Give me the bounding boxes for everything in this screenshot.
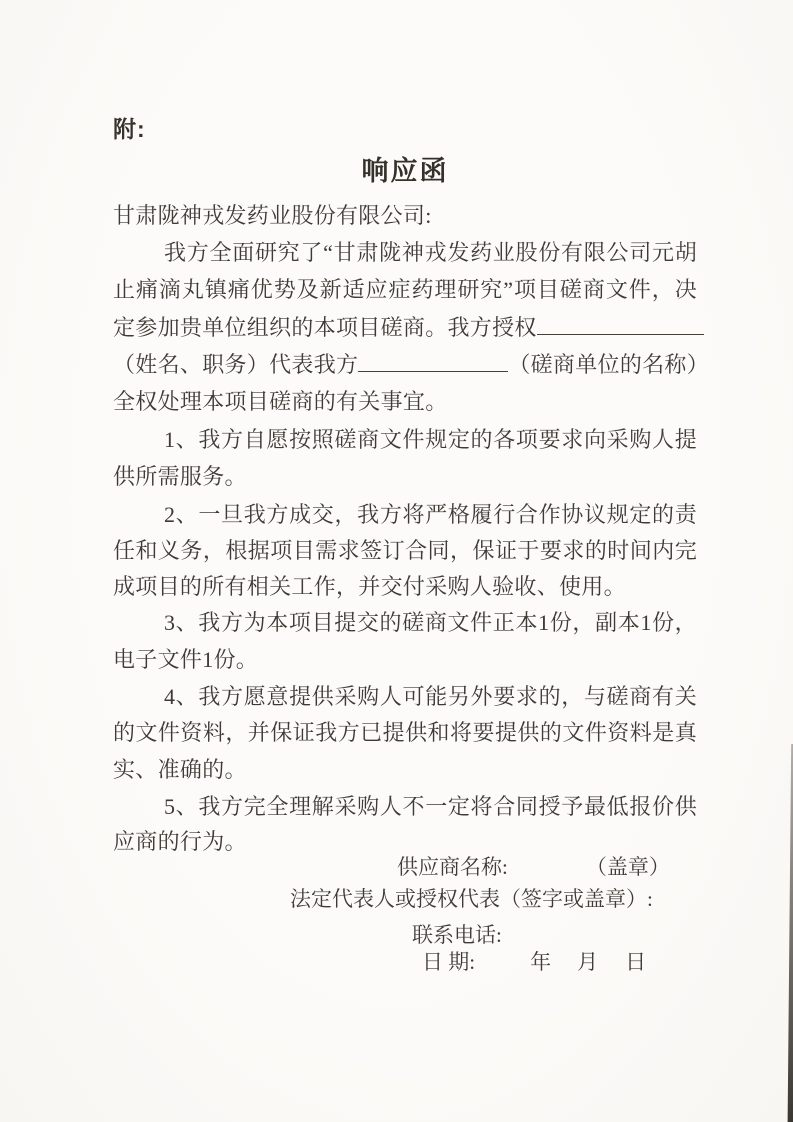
signature-date-line (422, 948, 646, 977)
body-line: 止痛滴丸镇痛优势及新适应症药理研究”项目磋商文件，决 (113, 277, 697, 302)
date-label: 日 期: (422, 950, 476, 974)
body-line: 1、我方自愿按照磋商文件规定的各项要求向采购人提 (164, 427, 697, 452)
body-line: 实、准确的。 (113, 757, 247, 782)
fill-in-blank-supplier-name (358, 350, 508, 372)
signature-legal-rep-line: 法定代表人或授权代表（签字或盖章）: (290, 887, 653, 911)
seal-label: （盖章） (585, 855, 670, 879)
body-line: 任和义务，根据项目需求签订合同，保证于要求的时间内完 (113, 538, 697, 563)
body-line: 全权处理本项目磋商的有关事宜。 (113, 389, 448, 414)
day-label: 日 (625, 950, 647, 974)
body-text: 定参加贵单位组织的本项目磋商。我方授权 (113, 315, 537, 340)
body-line: 2、一旦我方成交，我方将严格履行合作协议规定的责 (164, 502, 697, 527)
attachment-label: 附: (113, 116, 146, 142)
body-text: （姓名、职务）代表我方 (113, 352, 359, 377)
body-line-with-blank (113, 313, 697, 343)
body-text: （磋商单位的名称） (508, 352, 710, 377)
year-label: 年 (530, 950, 552, 974)
body-line: 我方全面研究了“甘肃陇神戎发药业股份有限公司元胡 (164, 240, 697, 265)
body-line: 3、我方为本项目提交的磋商文件正本1份，副本1份， (164, 610, 697, 635)
body-line: 供所需服务。 (113, 464, 247, 489)
page-title: 响应函 (361, 156, 449, 186)
body-line: 4、我方愿意提供采购人可能另外要求的，与磋商有关 (164, 684, 697, 709)
supplier-name-label: 供应商名称: (397, 855, 508, 879)
signature-supplier-line (397, 853, 670, 882)
body-line: 应商的行为。 (113, 829, 247, 854)
signature-phone-line: 联系电话: (412, 923, 502, 947)
fill-in-blank-authorized-person (537, 313, 704, 335)
body-line: 电子文件1份。 (113, 647, 259, 672)
body-line: 成项目的所有相关工作，并交付采购人验收、使用。 (113, 574, 626, 599)
body-line: 的文件资料，并保证我方已提供和将要提供的文件资料是真 (113, 720, 697, 745)
body-line: 5、我方完全理解采购人不一定将合同授予最低报价供 (164, 794, 697, 819)
body-line-with-blank (113, 350, 710, 380)
scan-edge-artifact (787, 744, 793, 1122)
month-label: 月 (577, 950, 599, 974)
salutation: 甘肃陇神戎发药业股份有限公司: (113, 203, 432, 228)
